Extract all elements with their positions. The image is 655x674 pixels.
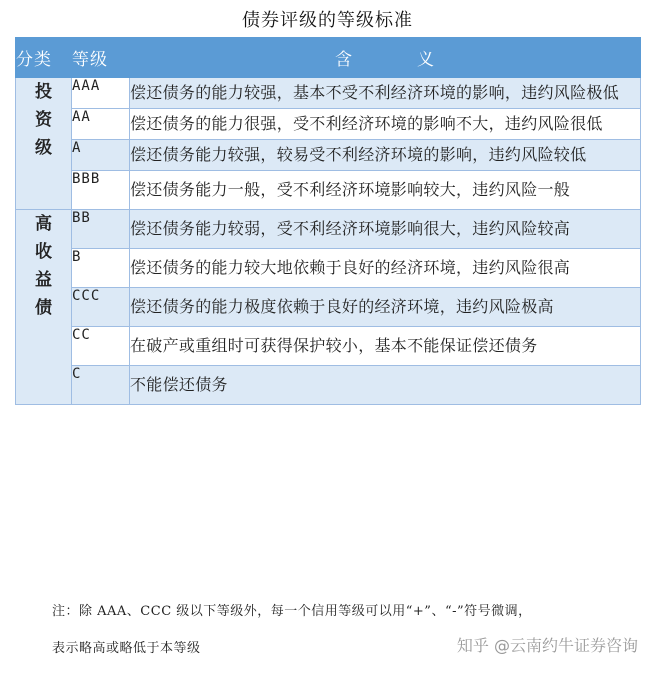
grade-cell: BB [72,210,130,249]
meaning-cell: 偿还债务的能力较强，基本不受不利经济环境的影响，违约风险极低 [130,78,641,109]
meaning-cell: 偿还债务能力较强，较易受不利经济环境的影响，违约风险较低 [130,140,641,171]
table-row-b [16,249,641,288]
grade-cell: A [72,140,130,171]
page-title: 债券评级的等级标准 [242,10,413,31]
table-row-cc [16,327,641,366]
grade-cell: CC [72,327,130,366]
meaning-cell: 偿还债务能力一般，受不利经济环境影响较大，违约风险一般 [130,171,641,210]
table-row-aa [16,109,641,140]
grade-cell: C [72,366,130,405]
category-investment-grade: 投 资 级 [16,78,72,210]
grade-cell: B [72,249,130,288]
meaning-cell: 偿还债务的能力较大地依赖于良好的经济环境，违约风险很高 [130,249,641,288]
category-high-yield: 高 收 益 债 [16,210,72,405]
meaning-cell: 不能偿还债务 [130,366,641,405]
table-row-aaa [16,78,641,109]
footnote-line-2: 表示略高或略低于本等级 [52,641,201,656]
header-meaning-char-1: 含 [335,50,353,70]
table-header-row [16,38,641,78]
grade-cell: BBB [72,171,130,210]
meaning-cell: 偿还债务的能力极度依赖于良好的经济环境，违约风险极高 [130,288,641,327]
table-row-bb [16,210,641,249]
table-row-c [16,366,641,405]
table-row-a [16,140,641,171]
watermark-text: 知乎 @云南约牛证券咨询 [456,636,638,655]
header-grade: 等级 [72,38,130,78]
table-row-ccc [16,288,641,327]
meaning-cell: 在破产或重组时可获得保护较小，基本不能保证偿还债务 [130,327,641,366]
grade-cell: AAA [72,78,130,109]
header-meaning [130,38,641,78]
meaning-cell: 偿还债务能力较弱，受不利经济环境影响很大，违约风险较高 [130,210,641,249]
grade-cell: AA [72,109,130,140]
meaning-cell: 偿还债务的能力很强，受不利经济环境的影响不大，违约风险很低 [130,109,641,140]
header-category: 分类 [16,38,72,78]
rating-table [15,37,641,405]
footnote-line-1: 注：除 AAA、CCC 级以下等级外，每一个信用等级可以用“+”、“-”符号微调， [52,604,532,619]
header-meaning-char-2: 义 [417,50,435,70]
table-row-bbb [16,171,641,210]
grade-cell: CCC [72,288,130,327]
